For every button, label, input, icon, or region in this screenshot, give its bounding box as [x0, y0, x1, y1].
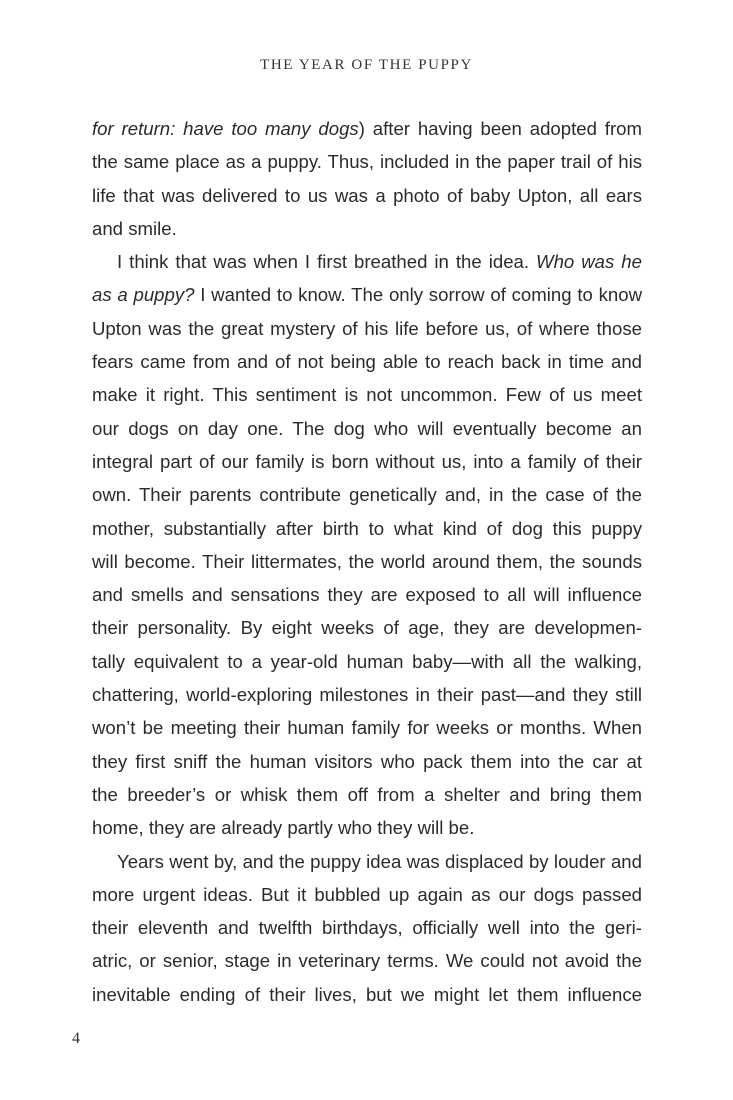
paragraph-1-line-3: life that was delivered to us was a photo of baby Upton, all ears [92, 184, 642, 206]
paragraph-1-line-1 [92, 112, 642, 145]
paragraph-3-line-3: their eleventh and twelfth birthdays, officially well into the geri- [92, 917, 642, 939]
paragraph-2-line-4: fears came from and of not being able to reach back in time and [92, 351, 642, 373]
paragraph-2-line-1 [92, 245, 642, 278]
paragraph-1-line-2: the same place as a puppy. Thus, included in the paper trail of his [92, 151, 642, 173]
paragraph-2-line-10: will become. Their littermates, the world around them, the sounds [92, 550, 642, 572]
paragraph-2-line-12: their personality. By eight weeks of age, they are developmen- [92, 617, 642, 639]
running-head: THE YEAR OF THE PUPPY [260, 57, 473, 73]
paragraph-2-line-13: tally equivalent to a year-old human baby—with all the walking, [92, 650, 642, 672]
italic-text: Who was he [536, 251, 642, 273]
paragraph-2-line-6: our dogs on day one. The dog who will eventually become an [92, 417, 642, 439]
paragraph-2-line-15: won’t be meeting their human family for weeks or months. When [92, 717, 642, 739]
paragraph-2-line-17: the breeder’s or whisk them off from a shelter and bring them [92, 783, 642, 805]
paragraph-3-line-2: more urgent ideas. But it bubbled up again as our dogs passed [92, 883, 642, 905]
paragraph-3-line-5: inevitable ending of their lives, but we might let them influence [92, 983, 642, 1005]
paragraph-3-line-4: atric, or senior, stage in veterinary terms. We could not avoid the [92, 950, 642, 972]
paragraph-2-line-14: chattering, world-exploring milestones in their past—and they still [92, 684, 642, 706]
paragraph-2-line-9: mother, substantially after birth to what kind of dog this puppy [92, 517, 642, 539]
paragraph-2-line-2 [92, 278, 642, 311]
page-number: 4 [72, 1030, 80, 1047]
text-span: ) after having been adopted from [358, 118, 642, 139]
paragraph-2-line-18: home, they are already partly who they will be. [92, 817, 475, 839]
paragraph-2-line-7: integral part of our family is born without us, into a family of their [92, 450, 642, 472]
paragraph-2-line-3: Upton was the great mystery of his life before us, of where those [92, 317, 642, 339]
paragraph-2-line-16: they first sniff the human visitors who pack them into the car at [92, 750, 642, 772]
text-span: I wanted to know. The only sorrow of coming to know [194, 284, 642, 306]
italic-text: for return: have too many dogs [92, 118, 359, 139]
paragraph-2-line-11: and smells and sensations they are exposed to all will influence [92, 584, 642, 606]
italic-text: as a puppy? [92, 284, 195, 306]
paragraph-2-line-8: own. Their parents contribute genetically and, in the case of the [92, 484, 642, 506]
paragraph-1-line-4: and smile. [92, 217, 177, 239]
text-span: I think that was when I first breathed in the idea. [117, 251, 537, 273]
paragraph-3-line-1: Years went by, and the puppy idea was displaced by louder and [117, 850, 642, 872]
paragraph-2-line-5: make it right. This sentiment is not uncommon. Few of us meet [92, 384, 642, 406]
body-text [92, 112, 642, 1011]
